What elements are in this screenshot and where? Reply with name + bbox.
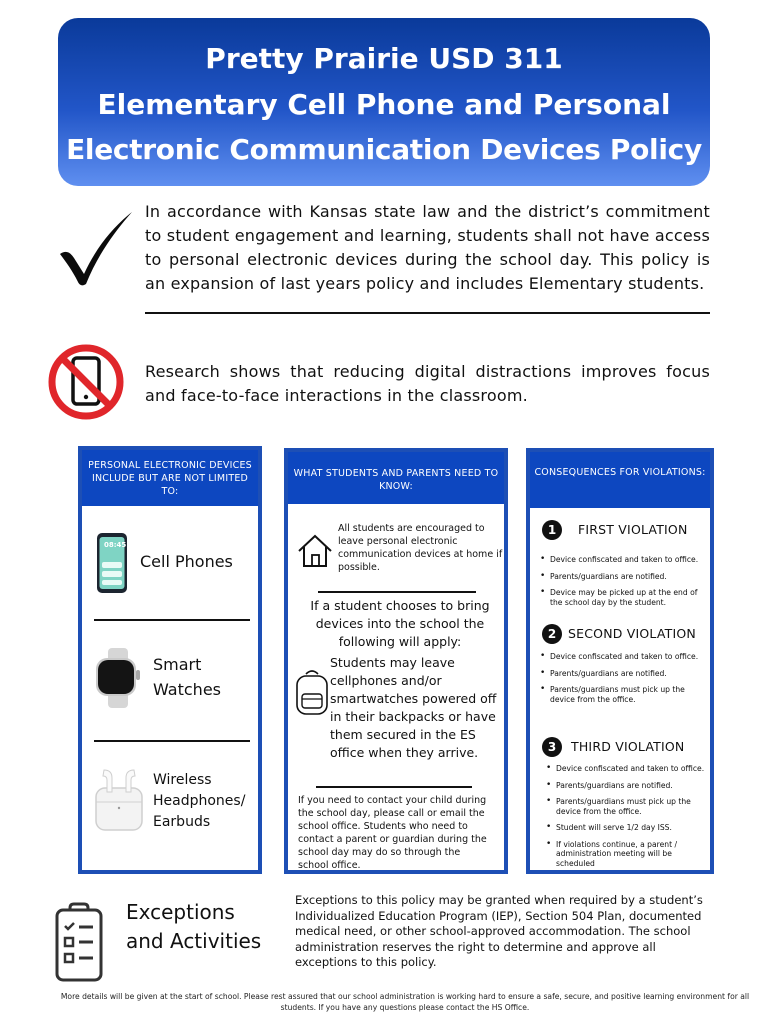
violation-number-badge: 1: [542, 520, 562, 540]
consequences-heading: CONSEQUENCES FOR VIOLATIONS:: [530, 452, 710, 508]
violation-title: FIRST VIOLATION: [578, 522, 688, 537]
violation-item: • Parents/guardians must pick up the device from the office.: [546, 797, 712, 816]
clipboard-checklist-icon: [54, 902, 104, 982]
violation-number-badge: 2: [542, 624, 562, 644]
policy-header: [58, 18, 710, 186]
violation-item: • If violations continue, a parent / administration meeting will be scheduled: [546, 840, 712, 869]
choose-note: If a student chooses to bring devices into the school the following will apply:: [310, 598, 490, 649]
policy-title-line-2: Electronic Communication Devices Policy: [66, 133, 702, 166]
backpack-note: Students may leave cellphones and/or smartwatches powered off in their backpacks or have them secured in the ES office when they arrive.: [330, 655, 497, 760]
exceptions-paragraph: Exceptions to this policy may be granted when required by a student’s Individualized Education Program (IEP), Section 504 Plan, documented medical need, or other school-approved accommodation. The school administration reserves the right to determine and approve all exceptions to this policy.: [295, 893, 703, 969]
policy-title-line-1: Elementary Cell Phone and Personal: [97, 88, 671, 121]
intro-paragraph: In accordance with Kansas state law and the district’s commitment to student engagement and learning, students shall not have access to personal electronic devices during the school day. This policy is an expansion of last years policy and includes Elementary students.: [145, 202, 710, 293]
violation-item: • Device may be picked up at the end of the school day by the student.: [540, 588, 712, 607]
violation-title: THIRD VIOLATION: [571, 739, 685, 754]
footer-note: More details will be given at the start of school. Please rest assured that our school administration is working hard to ensure a safe, secure, and positive learning environment for all students. If you have any questions please contact the HS Office.: [60, 992, 750, 1012]
device-label-wireless: Wireless: [153, 772, 212, 788]
devices-heading: PERSONAL ELECTRONIC DEVICES INCLUDE BUT ARE NOT LIMITED TO:: [82, 450, 258, 506]
backpack-icon: [292, 668, 332, 716]
phone-screen-time: 08:45: [104, 541, 127, 549]
violation-item: • Parents/guardians must pick up the device from the office.: [540, 685, 712, 704]
know-panel: [284, 448, 508, 874]
violation-list: [540, 555, 712, 614]
know-divider: [316, 786, 472, 788]
violation-list: [546, 764, 712, 875]
device-label-watches: Watches: [153, 680, 221, 699]
consequences-panel: [526, 448, 714, 874]
device-divider: [94, 619, 250, 621]
violation-item: • Parents/guardians are notified.: [546, 781, 712, 791]
research-paragraph: Research shows that reducing digital distractions improves focus and face-to-face interactions in the classroom.: [145, 362, 710, 405]
violation-item: • Device confiscated and taken to office.: [540, 555, 712, 565]
violation-title: SECOND VIOLATION: [568, 626, 696, 641]
district-title: Pretty Prairie USD 311: [205, 42, 563, 75]
violation-list: [540, 652, 712, 711]
device-divider: [94, 740, 250, 742]
device-label-headphones: Headphones/: [153, 793, 246, 809]
no-phone-icon: [46, 342, 126, 422]
device-label-cell-phones: Cell Phones: [140, 552, 233, 571]
devices-panel: [78, 446, 262, 874]
violation-item: • Parents/guardians are notified.: [540, 669, 712, 679]
know-heading: WHAT STUDENTS AND PARENTS NEED TO KNOW:: [288, 452, 504, 504]
violation-item: • Device confiscated and taken to office.: [546, 764, 712, 774]
know-divider: [318, 591, 476, 593]
checkmark-icon: [56, 210, 134, 288]
violation-item: • Parents/guardians are notified.: [540, 572, 712, 582]
device-label-smart: Smart: [153, 655, 202, 674]
device-label-earbuds: Earbuds: [153, 814, 211, 830]
house-icon: [296, 532, 334, 570]
contact-note: If you need to contact your child during the school day, please call or email the school office. Students who need to contact a parent or guardian during the school day may do so through the school office.: [298, 795, 487, 871]
violation-item: • Device confiscated and taken to office.: [540, 652, 712, 662]
home-note: All students are encouraged to leave personal electronic communication devices at home if possible.: [338, 523, 503, 573]
smartwatch-icon: [92, 648, 144, 708]
divider: [145, 312, 710, 314]
earbuds-icon: [94, 768, 144, 832]
violation-item: • Student will serve 1/2 day ISS.: [546, 823, 712, 833]
exceptions-title-line-1: Exceptions: [126, 900, 235, 924]
exceptions-title: [126, 898, 261, 956]
violation-number-badge: 3: [542, 737, 562, 757]
exceptions-title-line-2: and Activities: [126, 929, 262, 953]
